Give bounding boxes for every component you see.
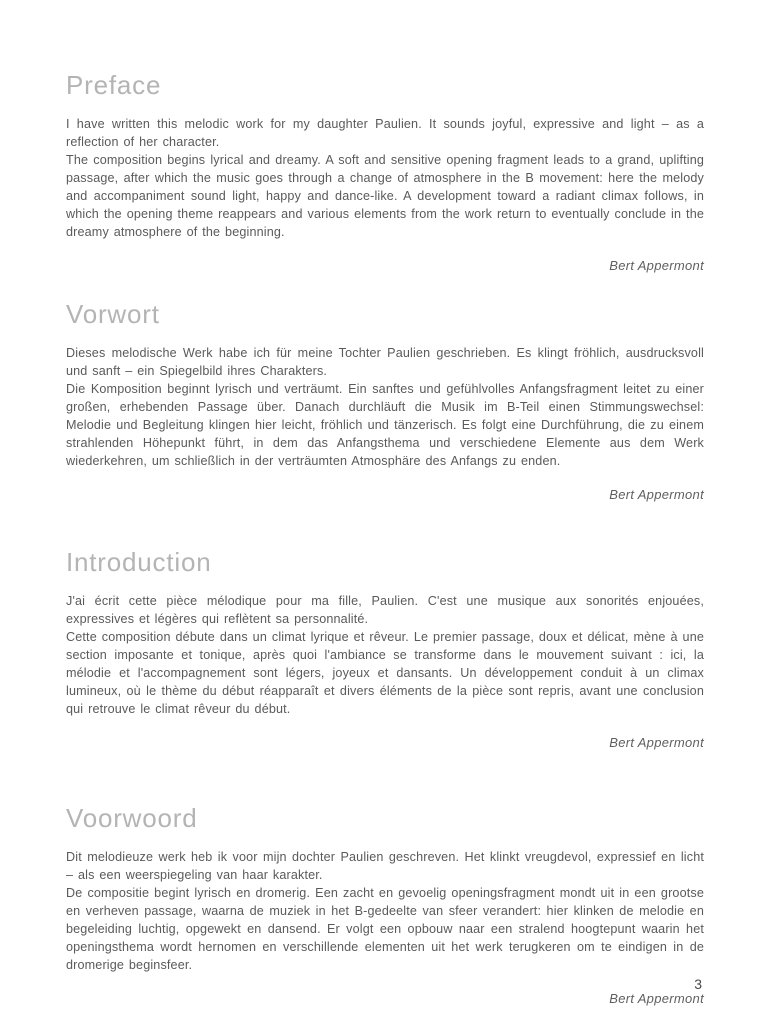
section-heading-voorwoord: Voorwoord — [66, 802, 198, 833]
section-voorwoord-dutch — [66, 804, 704, 1006]
author-signature: Bert Appermont — [609, 734, 704, 750]
page-number: 3 — [694, 976, 702, 992]
section-preface-english — [66, 71, 704, 273]
section-heading-introduction: Introduction — [66, 546, 212, 577]
paragraph: The composition begins lyrical and dreamy. A soft and sensitive opening fragment leads to a grand, uplifting passage, after which the music goes through a change of atmosphere in the B movement: here the melody and accompaniment sound light, happy and dance-like. A development toward a radiant climax follows, in which the opening theme reappears and various elements from the work return to eventually conclude in the dreamy atmosphere of the beginning. — [66, 152, 704, 239]
author-signature: Bert Appermont — [609, 990, 704, 1006]
paragraph: I have written this melodic work for my daughter Paulien. It sounds joyful, expressive and light – as a reflection of her character. — [66, 116, 704, 149]
paragraph: Cette composition débute dans un climat lyrique et rêveur. Le premier passage, doux et délicat, mène à une section imposante et tonique, après quoi l'ambiance se transforme dans le mouvement suivant : ici, la mélodie et l'accompagnement sont légers, joyeux et dansants. Un développement conduit à un climax lumineux, où le thème du début réapparaît et divers éléments de la pièce sont repris, avant une conclusion qui retrouve le climat rêveur du début. — [66, 629, 704, 716]
section-vorwort-german — [66, 300, 704, 502]
paragraph: Dieses melodische Werk habe ich für meine Tochter Paulien geschrieben. Es klingt fröhlich, ausdrucksvoll und sanft – ein Spiegelbild ihres Charakters. — [66, 345, 704, 378]
paragraph: Die Komposition beginnt lyrisch und verträumt. Ein sanftes und gefühlvolles Anfangsfragment leitet zu einer großen, erhebenden Passage über. Danach durchläuft die Musik im B-Teil einen Stimmungswechsel: Melodie und Begleitung klingen hier leicht, fröhlich und tänzerisch. Es folgt eine Durchführung, die zu einem strahlenden Höhepunkt führt, in dem das Anfangsthema und verschiedene Elemente aus dem Werk wiederkehren, um schließlich in der verträumten Atmosphäre des Anfangs zu enden. — [66, 381, 704, 468]
author-signature: Bert Appermont — [609, 257, 704, 273]
preface-text-column — [66, 71, 704, 1006]
section-introduction-french — [66, 548, 704, 750]
paragraph: De compositie begint lyrisch en dromerig. Een zacht en gevoelig openingsfragment mondt uit in een grootse en verheven passage, waarna de muziek in het B-gedeelte van sfeer verandert: hier klinken de melodie en begeleiding luchtig, opgewekt en dansend. Er volgt een opbouw naar een stralend hoogtepunt waarin het openingsthema wordt hernomen en verschillende elementen uit het werk terugkeren om te eindigen in de dromerige beginsfeer. — [66, 885, 704, 972]
section-heading-preface: Preface — [66, 70, 162, 100]
author-signature: Bert Appermont — [609, 486, 704, 502]
section-heading-vorwort: Vorwort — [66, 298, 160, 329]
paragraph: Dit melodieuze werk heb ik voor mijn dochter Paulien geschreven. Het klinkt vreugdevol, expressief en licht – als een weerspiegeling van haar karakter. — [66, 849, 704, 882]
paragraph: J'ai écrit cette pièce mélodique pour ma fille, Paulien. C'est une musique aux sonorités enjouées, expressives et légères qui reflètent sa personnalité. — [66, 593, 704, 626]
